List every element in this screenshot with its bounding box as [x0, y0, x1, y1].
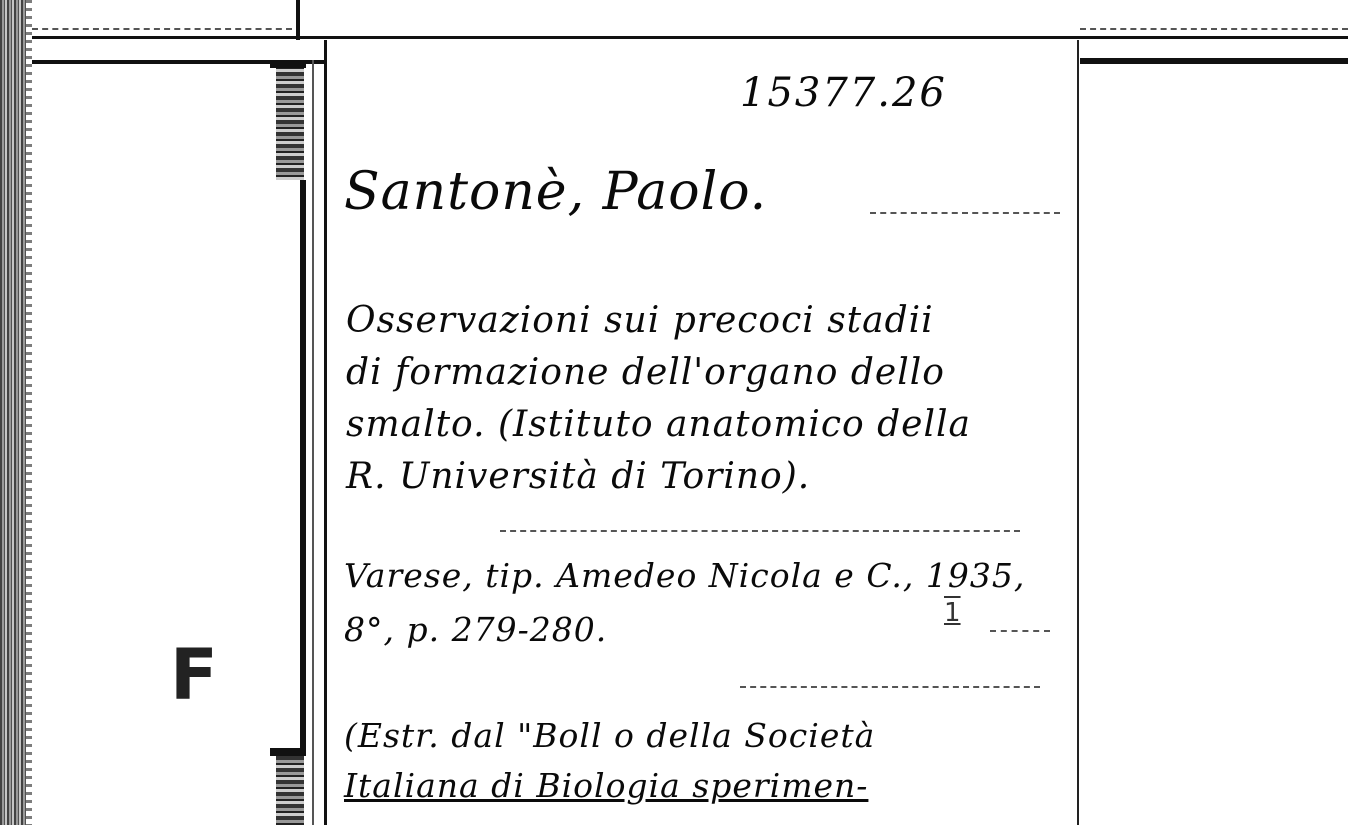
side-stamp-letter: F: [170, 634, 218, 716]
publication-trailing-dash: [990, 630, 1050, 632]
note-line-1: (Estr. dal "Boll o della Società: [344, 716, 876, 755]
title-line-4: R. Università di Torino).: [346, 456, 811, 497]
top-dash-right: [1080, 28, 1348, 30]
publication-line-1: Varese, tip. Amedeo Nicola e C., 1935,: [344, 556, 1026, 595]
title-line-1: Osservazioni sui precoci stadii: [346, 300, 934, 341]
author-heading: Santonè, Paolo.: [344, 162, 768, 222]
top-dash-left: [32, 28, 292, 30]
spine-tab-top: [270, 60, 306, 68]
scanner-edge: [0, 0, 26, 825]
divider-left: [296, 0, 300, 40]
title-line-2: di formazione dell'organo dello: [346, 352, 945, 393]
catalog-number: 15377.26: [740, 70, 947, 116]
top-rule: [32, 36, 1348, 39]
note-line-2: Italiana di Biologia sperimen-: [344, 766, 869, 805]
footnote-marker: 1: [944, 598, 961, 628]
spine-tab-bottom: [270, 748, 306, 756]
author-trailing-dash: [870, 212, 1060, 214]
title-line-3: smalto. (Istituto anatomico della: [346, 404, 971, 445]
spine-line: [300, 180, 306, 750]
spine-line-inner: [312, 60, 314, 825]
top-rule-right: [1080, 58, 1348, 64]
publication-line-2: 8°, p. 279-280.: [344, 610, 608, 649]
mid-dash: [740, 686, 1040, 688]
section-dash: [500, 530, 1020, 532]
